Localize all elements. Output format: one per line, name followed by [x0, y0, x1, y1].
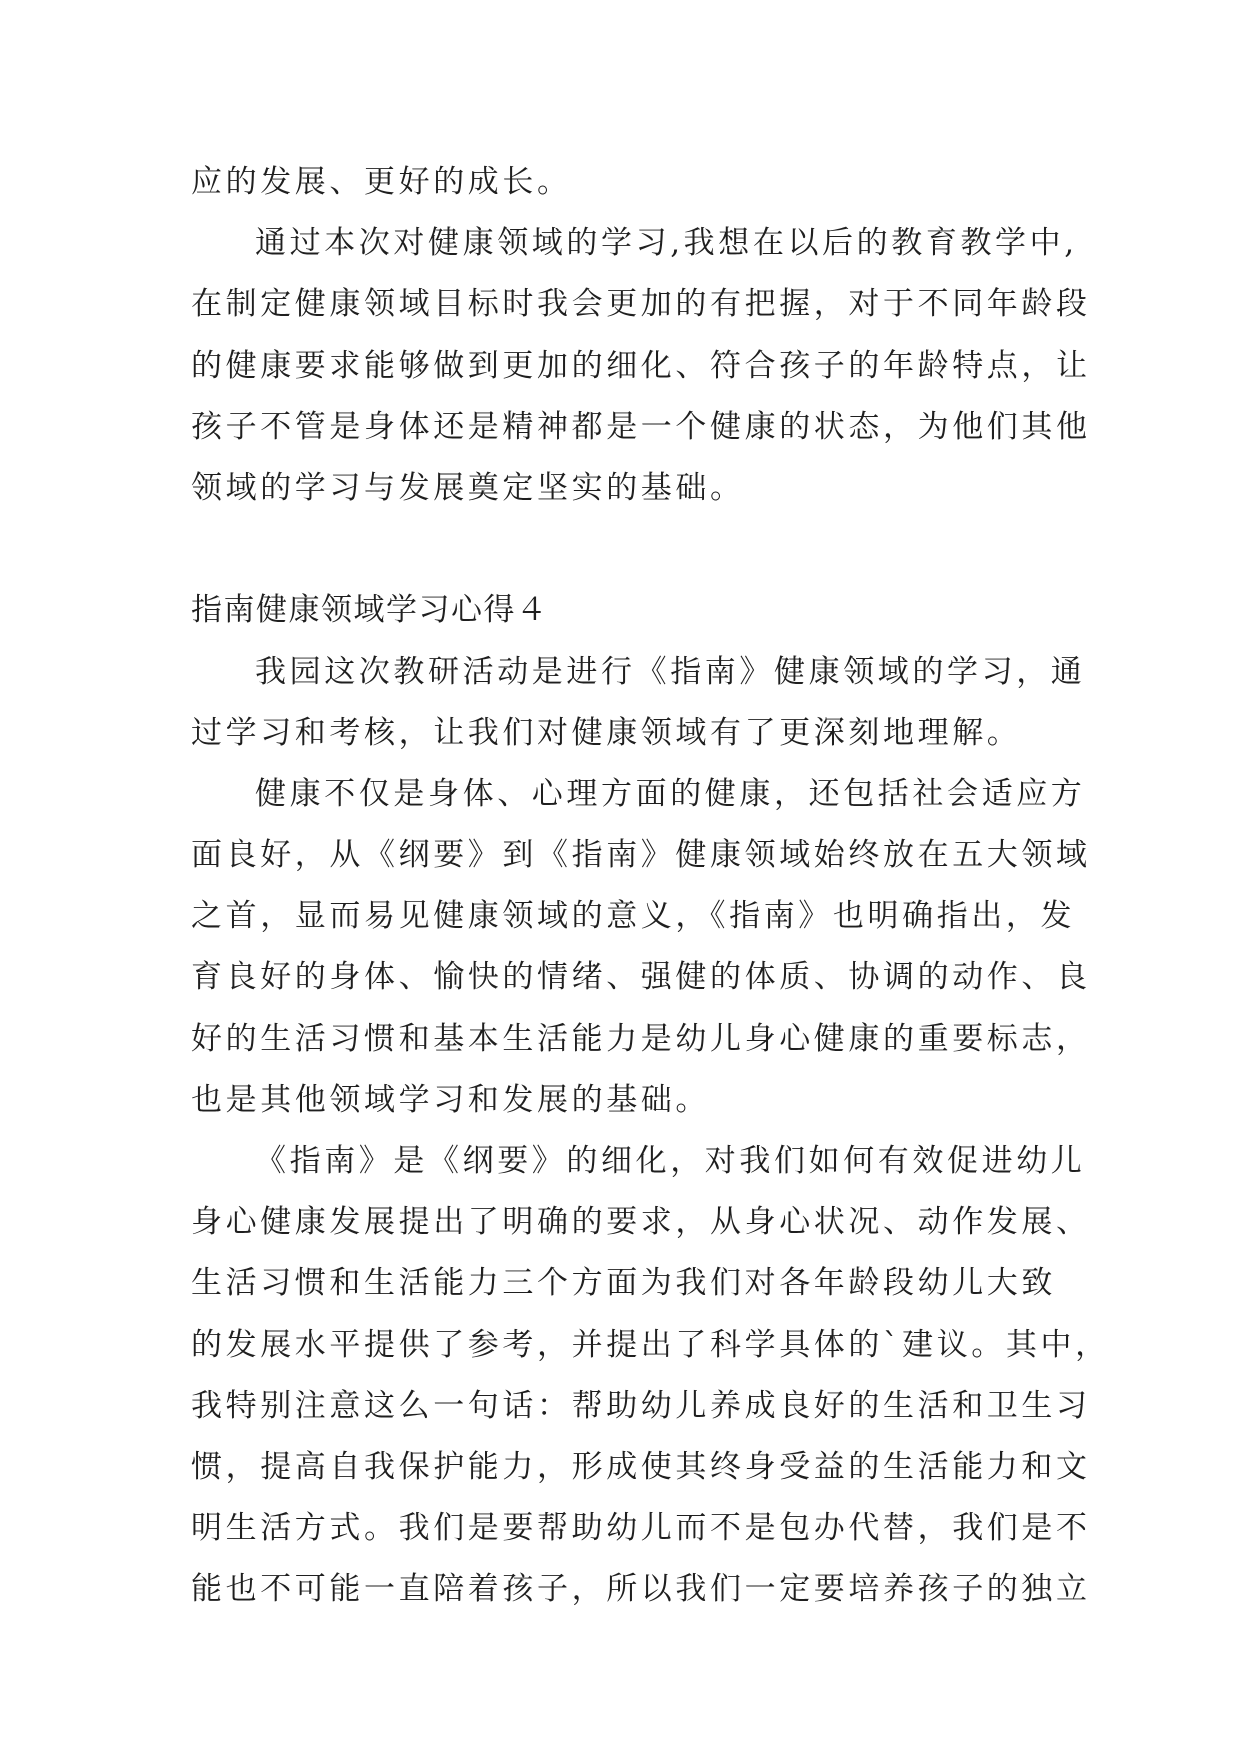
text-line: 也是其他领域学习和发展的基础。 — [191, 1081, 710, 1118]
paragraph-start-line: 健康不仅是身体、心理方面的健康，还包括社会适应方 — [255, 775, 1086, 812]
text-line: 明生活方式。我们是要帮助幼儿而不是包办代替，我们是不 — [191, 1510, 1091, 1547]
text-line: 领域的学习与发展奠定坚实的基础。 — [191, 469, 745, 506]
document-body — [191, 152, 1110, 1621]
text-line: 面良好，从《纲要》到《指南》健康领域始终放在五大领域 — [191, 837, 1091, 874]
text-line: 惯，提高自我保护能力，形成使其终身受益的生活能力和文 — [191, 1448, 1091, 1485]
text-line: 我特别注意这么一句话：帮助幼儿养成良好的生活和卫生习 — [191, 1387, 1091, 1424]
paragraph-start-line: 《指南》是《纲要》的细化，对我们如何有效促进幼儿 — [255, 1143, 1086, 1179]
text-line: 的发展水平提供了参考，并提出了科学具体的`建议。其中， — [191, 1326, 1110, 1363]
text-line: 育良好的身体、愉快的情绪、强健的体质、协调的动作、良 — [191, 959, 1091, 996]
text-line: 在制定健康领域目标时我会更加的有把握，对于不同年龄段 — [191, 286, 1091, 323]
text-line: 应的发展、更好的成长。 — [191, 164, 572, 200]
section-heading: 指南健康领域学习心得４ — [191, 592, 549, 629]
text-line: 孩子不管是身体还是精神都是一个健康的状态，为他们其他 — [191, 408, 1091, 445]
paragraph-start-line: 通过本次对健康领域的学习,我想在以后的教育教学中, — [255, 225, 1078, 262]
text-line: 能也不可能一直陪着孩子，所以我们一定要培养孩子的独立 — [191, 1571, 1091, 1608]
text-line: 之首，显而易见健康领域的意义，《指南》也明确指出，发 — [191, 898, 1076, 935]
text-line: 生活习惯和生活能力三个方面为我们对各年龄段幼儿大致 — [191, 1265, 1056, 1302]
paragraph-start-line: 我园这次教研活动是进行《指南》健康领域的学习，通 — [255, 653, 1086, 690]
text-line: 好的生活习惯和基本生活能力是幼儿身心健康的重要标志， — [191, 1020, 1091, 1057]
text-line: 过学习和考核，让我们对健康领域有了更深刻地理解。 — [191, 714, 1022, 751]
text-line: 的健康要求能够做到更加的细化、符合孩子的年龄特点，让 — [191, 347, 1091, 384]
text-line: 身心健康发展提出了明确的要求，从身心状况、动作发展、 — [191, 1204, 1091, 1241]
section-spacer — [191, 519, 1051, 580]
